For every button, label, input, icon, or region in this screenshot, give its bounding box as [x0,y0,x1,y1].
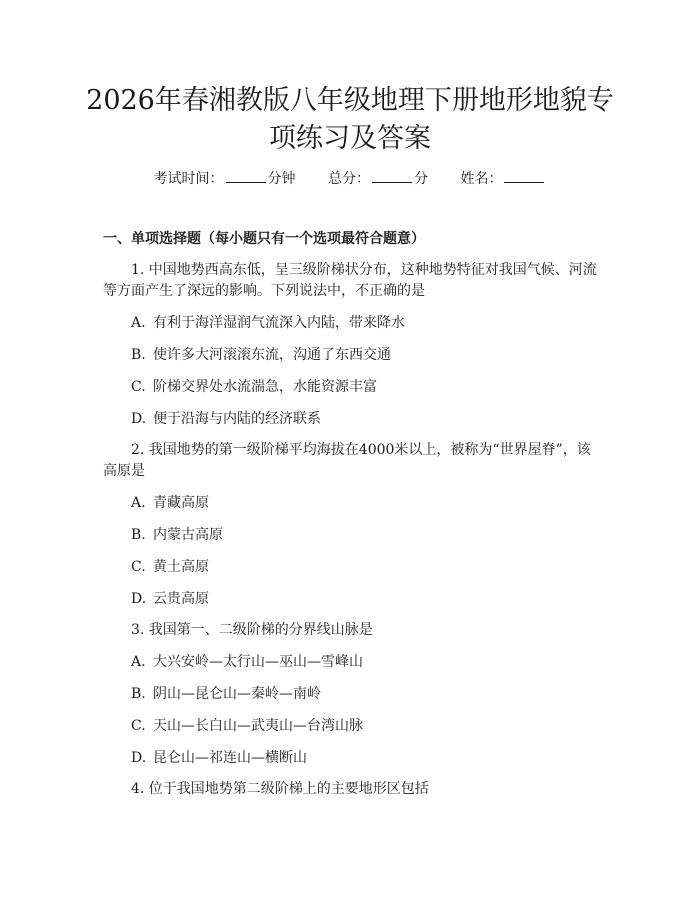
question-4-text: 4. 位于我国地势第二级阶梯上的主要地形区包括 [131,781,429,797]
option-letter: A. [131,315,146,331]
exam-time-label: 考试时间： [153,171,224,187]
question-2-text: 2. 我国地势的第一级阶梯平均海拔在4000米以上，被称为“世界屋脊”，该高原是 [103,442,591,479]
page-title-line-1: 2026年春湘教版八年级地理下册地形地貌专 [86,85,614,116]
option-letter: C. [131,379,146,395]
section-heading: 一、单项选择题（每小题只有一个选项最符合题意） [103,231,425,247]
option-text: 大兴安岭—太行山—巫山—雪峰山 [153,654,363,670]
question-2-option-d [131,589,209,609]
exam-time-field [154,168,296,189]
exam-time-blank [226,168,266,183]
question-2-option-b [131,525,223,545]
question-1-option-b [131,345,391,365]
option-text: 天山—长白山—武夷山—台湾山脉 [153,718,363,734]
question-4 [103,779,603,800]
question-3-option-a [131,652,363,672]
option-text: 便于沿海与内陆的经济联系 [153,411,321,427]
question-2-option-c [131,557,209,577]
question-1-text: 1. 中国地势西高东低，呈三级阶梯状分布，这种地势特征对我国气候、河流等方面产生了深远的影响。下列说法中，不正确的是 [103,262,597,299]
question-3-option-b [131,684,321,704]
exam-time-unit: 分钟 [267,171,296,187]
question-3 [103,620,603,641]
option-letter: B. [131,347,146,363]
question-3-option-d [131,748,307,768]
option-letter: C. [131,718,146,734]
option-letter: C. [131,559,146,575]
student-name-field [460,168,546,189]
question-1-option-c [131,377,377,397]
question-2-option-a [131,493,209,513]
exam-meta [0,168,700,189]
question-1-option-d [131,409,321,429]
option-letter: A. [131,495,146,511]
option-text: 内蒙古高原 [153,527,223,543]
question-1-option-a [131,313,405,333]
total-score-field [328,168,428,189]
student-name-blank [504,168,544,183]
option-letter: B. [131,527,146,543]
total-score-unit: 分 [414,171,428,187]
option-letter: B. [131,686,146,702]
option-text: 黄土高原 [153,559,209,575]
option-letter: A. [131,654,146,670]
option-letter: D. [131,411,147,427]
student-name-label: 姓名： [460,171,503,187]
option-letter: D. [131,750,147,766]
page-title-line-2: 项练习及答案 [269,123,431,154]
option-text: 有利于海洋湿润气流深入内陆，带来降水 [153,315,405,331]
question-3-option-c [131,716,363,736]
option-text: 云贵高原 [153,591,209,607]
option-text: 阴山—昆仑山—秦岭—南岭 [153,686,321,702]
option-text: 昆仑山—祁连山—横断山 [153,750,307,766]
question-3-text: 3. 我国第一、二级阶梯的分界线山脉是 [131,622,373,638]
option-text: 阶梯交界处水流湍急，水能资源丰富 [153,379,377,395]
option-text: 青藏高原 [153,495,209,511]
total-score-label: 总分： [328,171,370,187]
question-1 [103,260,603,302]
option-letter: D. [131,591,147,607]
question-2 [103,440,603,482]
total-score-blank [372,168,412,183]
option-text: 使许多大河滚滚东流，沟通了东西交通 [153,347,391,363]
